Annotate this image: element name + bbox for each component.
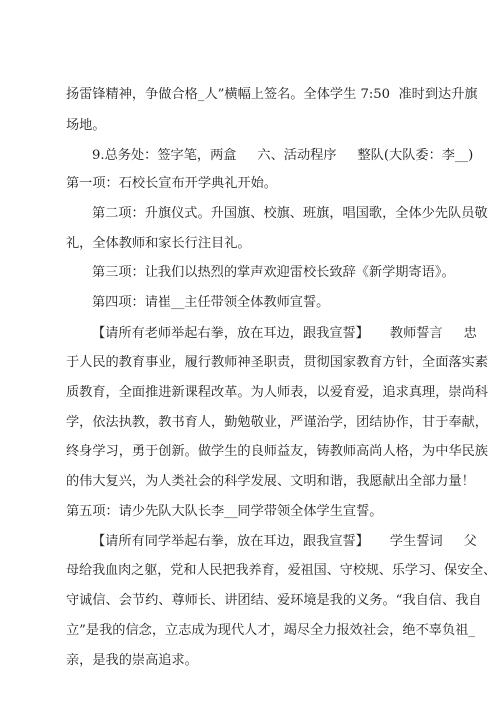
text-line-18: 守诚信、会节约、尊师长、讲团结、爱环境是我的义务。“我自信、我自	[66, 593, 482, 608]
text-line-11: 质教育，全面推进新课程改革。为人师表，以爱育爱，追求真理，崇尚科	[66, 385, 488, 400]
text-line-9: 【请所有老师举起右拳，放在耳边，跟我宣誓】 教师誓言 忠	[92, 326, 477, 341]
text-line-16: 【请所有同学举起右拳，放在耳边，跟我宣誓】 学生誓词 父	[92, 534, 477, 549]
text-line-10: 于人民的教育事业，履行教师神圣职责，贯彻国家教育方针，全面落实素	[66, 355, 488, 370]
text-line-2: 场地。	[66, 118, 106, 133]
text-line-15: 第五项：请少先队大队长李__同学带领全体学生宣誓。	[66, 504, 383, 519]
text-line-1: 扬雷锋精神，争做合格_人”横幅上签名。全体学生 7:50 准时到达升旗	[66, 87, 478, 102]
text-line-20: 亲，是我的崇高追求。	[66, 653, 198, 668]
text-line-17: 母给我血肉之躯，党和人民把我养育，爱祖国、守校规、乐学习、保安全、	[66, 563, 497, 578]
text-line-14: 的伟大复兴，为人类社会的科学发展、文明和谐，我愿献出全部力量！	[66, 474, 475, 489]
text-line-5: 第二项：升旗仪式。升国旗、校旗、班旗，唱国歌，全体少先队员敬	[92, 206, 488, 221]
text-line-19: 立”是我的信念，立志成为现代人才，竭尽全力报效社会，绝不辜负祖_	[66, 623, 475, 638]
text-line-8: 第四项：请崔__主任带领全体教师宣誓。	[92, 295, 330, 310]
text-line-12: 学，依法执教，教书育人，勤勉敬业，严谨治学，团结协作，甘于奉献，	[66, 415, 488, 430]
text-line-13: 终身学习，勇于创新。做学生的良师益友，铸教师高尚人格，为中华民族	[66, 444, 488, 459]
text-line-4: 第一项：石校长宣布开学典礼开始。	[66, 176, 277, 191]
text-line-7: 第三项：让我们以热烈的掌声欢迎雷校长致辞《新学期寄语》。	[92, 265, 455, 280]
text-line-6: 礼，全体教师和家长行注目礼。	[66, 236, 251, 251]
text-line-3: 9.总务处：签字笔，两盒 六、活动程序 整队(大队委：李__)	[92, 148, 474, 163]
